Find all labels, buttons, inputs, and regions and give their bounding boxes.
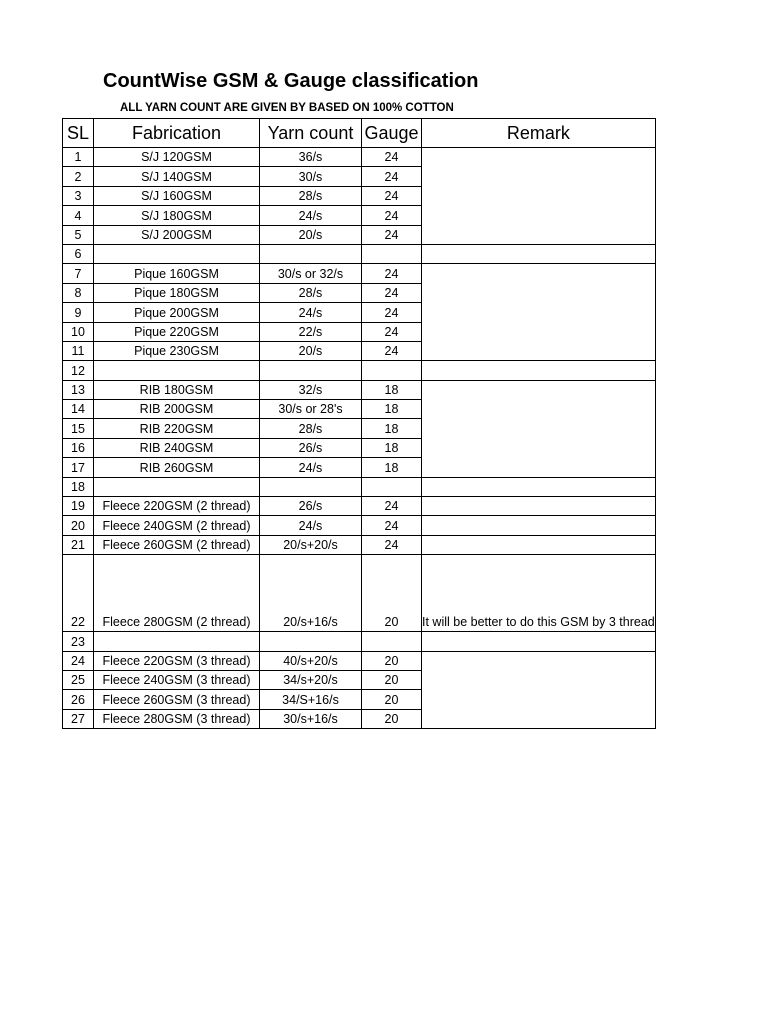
gauge-cell: 18 xyxy=(362,400,422,419)
fabrication-cell: Fleece 220GSM (3 thread) xyxy=(94,651,260,670)
gauge-cell: 24 xyxy=(362,167,422,186)
gauge-cell: 20 xyxy=(362,709,422,728)
sl-cell: 10 xyxy=(63,322,94,341)
yarn-count-cell: 36/s xyxy=(260,148,362,167)
sl-cell: 14 xyxy=(63,400,94,419)
sl-cell: 7 xyxy=(63,264,94,283)
table-body xyxy=(63,148,656,729)
yarn-count-cell: 28/s xyxy=(260,186,362,205)
remark-cell xyxy=(422,148,656,245)
remark-cell xyxy=(422,244,656,263)
remark-cell xyxy=(422,651,656,729)
yarn-count-cell: 30/s xyxy=(260,167,362,186)
fabrication-cell xyxy=(94,477,260,496)
yarn-count-cell: 34/s+20/s xyxy=(260,670,362,689)
fabrication-cell: S/J 160GSM xyxy=(94,186,260,205)
gauge-cell: 20 xyxy=(362,690,422,709)
sl-cell: 11 xyxy=(63,341,94,360)
fabrication-cell: RIB 220GSM xyxy=(94,419,260,438)
gauge-cell xyxy=(362,361,422,380)
header-sl: SL xyxy=(63,119,94,148)
fabrication-cell: S/J 200GSM xyxy=(94,225,260,244)
sl-cell: 3 xyxy=(63,186,94,205)
sl-cell: 9 xyxy=(63,303,94,322)
yarn-count-cell: 32/s xyxy=(260,380,362,399)
fabrication-cell: Pique 200GSM xyxy=(94,303,260,322)
yarn-count-cell xyxy=(260,361,362,380)
yarn-count-cell: 28/s xyxy=(260,283,362,302)
yarn-count-cell: 30/s+16/s xyxy=(260,709,362,728)
fabrication-cell xyxy=(94,244,260,263)
yarn-count-cell: 20/s+16/s xyxy=(260,555,362,632)
gauge-cell: 24 xyxy=(362,303,422,322)
sl-cell: 12 xyxy=(63,361,94,380)
sl-cell: 20 xyxy=(63,516,94,535)
gauge-cell: 20 xyxy=(362,651,422,670)
fabrication-cell: Pique 160GSM xyxy=(94,264,260,283)
sl-cell: 18 xyxy=(63,477,94,496)
remark-cell xyxy=(422,477,656,496)
yarn-count-cell: 26/s xyxy=(260,497,362,516)
table-row xyxy=(63,148,656,167)
gauge-cell: 24 xyxy=(362,148,422,167)
fabrication-cell: RIB 200GSM xyxy=(94,400,260,419)
fabrication-cell: Fleece 280GSM (3 thread) xyxy=(94,709,260,728)
yarn-count-cell xyxy=(260,244,362,263)
table-row xyxy=(63,380,656,399)
header-remark: Remark xyxy=(422,119,656,148)
table-row xyxy=(63,477,656,496)
yarn-count-cell: 34/S+16/s xyxy=(260,690,362,709)
yarn-count-cell: 20/s xyxy=(260,225,362,244)
fabrication-cell: RIB 180GSM xyxy=(94,380,260,399)
yarn-count-cell: 22/s xyxy=(260,322,362,341)
yarn-count-cell xyxy=(260,477,362,496)
fabrication-cell: Fleece 240GSM (2 thread) xyxy=(94,516,260,535)
gauge-cell xyxy=(362,477,422,496)
yarn-count-cell: 24/s xyxy=(260,516,362,535)
remark-cell xyxy=(422,380,656,477)
header-row xyxy=(63,119,656,148)
gauge-cell: 24 xyxy=(362,206,422,225)
gauge-cell: 18 xyxy=(362,438,422,457)
gauge-cell: 24 xyxy=(362,283,422,302)
sl-cell: 1 xyxy=(63,148,94,167)
table-row xyxy=(63,632,656,651)
sl-cell: 24 xyxy=(63,651,94,670)
remark-cell xyxy=(422,535,656,554)
yarn-count-cell: 20/s xyxy=(260,341,362,360)
table-row xyxy=(63,497,656,516)
sl-cell: 4 xyxy=(63,206,94,225)
gauge-cell: 24 xyxy=(362,341,422,360)
sl-cell: 17 xyxy=(63,458,94,477)
gauge-cell: 24 xyxy=(362,516,422,535)
yarn-count-cell: 26/s xyxy=(260,438,362,457)
gauge-cell: 24 xyxy=(362,535,422,554)
fabrication-cell: Pique 230GSM xyxy=(94,341,260,360)
gauge-cell: 24 xyxy=(362,497,422,516)
yarn-count-cell: 20/s+20/s xyxy=(260,535,362,554)
fabrication-cell: Fleece 260GSM (3 thread) xyxy=(94,690,260,709)
fabrication-cell: Fleece 280GSM (2 thread) xyxy=(94,555,260,632)
gauge-cell: 24 xyxy=(362,264,422,283)
header-fabrication: Fabrication xyxy=(94,119,260,148)
remark-cell xyxy=(422,497,656,516)
remark-cell xyxy=(422,632,656,651)
fabrication-cell: S/J 180GSM xyxy=(94,206,260,225)
fabrication-cell: Fleece 220GSM (2 thread) xyxy=(94,497,260,516)
sl-cell: 27 xyxy=(63,709,94,728)
yarn-count-cell: 24/s xyxy=(260,303,362,322)
fabrication-cell xyxy=(94,632,260,651)
yarn-count-cell: 40/s+20/s xyxy=(260,651,362,670)
sl-cell: 13 xyxy=(63,380,94,399)
gauge-cell: 18 xyxy=(362,458,422,477)
remark-cell xyxy=(422,516,656,535)
gauge-cell: 24 xyxy=(362,186,422,205)
gauge-cell xyxy=(362,244,422,263)
fabrication-cell: S/J 120GSM xyxy=(94,148,260,167)
page-title: CountWise GSM & Gauge classification xyxy=(103,70,479,92)
gauge-cell: 18 xyxy=(362,419,422,438)
yarn-count-cell: 24/s xyxy=(260,206,362,225)
table-row xyxy=(63,361,656,380)
table-row xyxy=(63,244,656,263)
table-row xyxy=(63,535,656,554)
yarn-count-cell xyxy=(260,632,362,651)
yarn-count-cell: 30/s or 28's xyxy=(260,400,362,419)
header-gauge: Gauge xyxy=(362,119,422,148)
remark-cell xyxy=(422,264,656,361)
remark-cell xyxy=(422,361,656,380)
sl-cell: 5 xyxy=(63,225,94,244)
gauge-cell: 24 xyxy=(362,225,422,244)
fabrication-cell: Pique 180GSM xyxy=(94,283,260,302)
sl-cell: 16 xyxy=(63,438,94,457)
fabrication-cell xyxy=(94,361,260,380)
fabrication-cell: Fleece 260GSM (2 thread) xyxy=(94,535,260,554)
sl-cell: 23 xyxy=(63,632,94,651)
sl-cell: 15 xyxy=(63,419,94,438)
sl-cell: 22 xyxy=(63,555,94,632)
table-row xyxy=(63,516,656,535)
sl-cell: 21 xyxy=(63,535,94,554)
fabrication-cell: RIB 240GSM xyxy=(94,438,260,457)
gsm-gauge-table xyxy=(62,118,656,729)
gauge-cell: 18 xyxy=(362,380,422,399)
remark-cell: It will be better to do this GSM by 3 thread xyxy=(422,555,656,632)
yarn-count-cell: 24/s xyxy=(260,458,362,477)
sl-cell: 25 xyxy=(63,670,94,689)
fabrication-cell: Fleece 240GSM (3 thread) xyxy=(94,670,260,689)
sl-cell: 26 xyxy=(63,690,94,709)
sl-cell: 8 xyxy=(63,283,94,302)
sl-cell: 2 xyxy=(63,167,94,186)
table-row xyxy=(63,264,656,283)
yarn-count-cell: 30/s or 32/s xyxy=(260,264,362,283)
fabrication-cell: S/J 140GSM xyxy=(94,167,260,186)
fabrication-cell: RIB 260GSM xyxy=(94,458,260,477)
sl-cell: 6 xyxy=(63,244,94,263)
fabrication-cell: Pique 220GSM xyxy=(94,322,260,341)
table-row xyxy=(63,651,656,670)
gauge-cell: 20 xyxy=(362,555,422,632)
table-row xyxy=(63,555,656,632)
page-subtitle: ALL YARN COUNT ARE GIVEN BY BASED ON 100% COTTON xyxy=(120,102,454,114)
sl-cell: 19 xyxy=(63,497,94,516)
header-yarn-count: Yarn count xyxy=(260,119,362,148)
yarn-count-cell: 28/s xyxy=(260,419,362,438)
gauge-cell: 24 xyxy=(362,322,422,341)
gauge-cell xyxy=(362,632,422,651)
gauge-cell: 20 xyxy=(362,670,422,689)
